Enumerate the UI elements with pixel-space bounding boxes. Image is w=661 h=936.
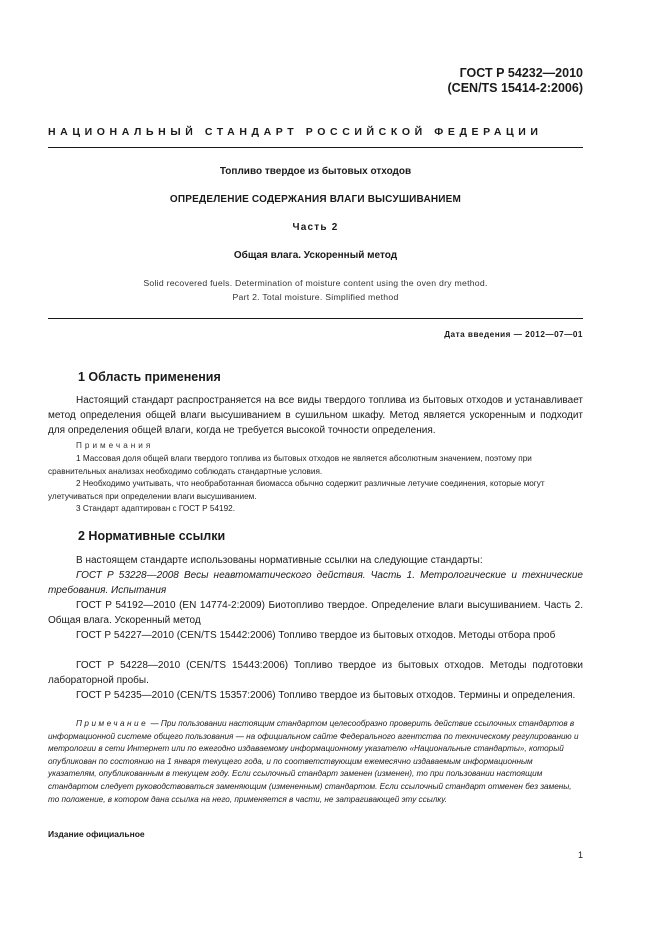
page-number: 1 [577,850,583,860]
section2-intro: В настоящем стандарте использованы нормативные ссылки на следующие стандарты: [76,555,483,566]
section1-note3: 3 Стандарт адаптирован с ГОСТ Р 54192. [76,504,235,513]
title-part: Часть 2 [292,222,339,233]
title-english-1: Solid recovered fuels. Determination of moisture content using the oven dry method. [143,278,488,288]
title-line2: ОПРЕДЕЛЕНИЕ СОДЕРЖАНИЯ ВЛАГИ ВЫСУШИВАНИЕМ [169,194,462,205]
section2-note: Примечание — При пользовании настоящим стандартом целесообразно проверить действие ссылочных стандартов в информационной системе общего пользования — на официальном сайте Федерального агентства по техническому регулированию и метрологии в сети Интернет или по ежегодно издаваемому информационному указателю «Национальные стандарты», который опубликован по состоянию на 1 января текущего года, и по соответствующим ежемесячно издаваемым информационным указателям, опубликованным в текущем году. Если ссылочный стандарт заменен (изменен), то при пользовании настоящим стандартом следует руководствоваться заменяющим (измененным) стандартом. Если ссылочный стандарт отменен без замены, то положение, в котором дана ссылка на него, применяется в части, не затрагивающей эту ссылку. [48,719,579,804]
title-rule [48,318,583,319]
title-line1: Топливо твердое из бытовых отходов [219,166,412,177]
standard-alt-number: (CEN/TS 15414-2:2006) [447,81,583,95]
standard-designation [448,66,583,96]
section1-note1: 1 Массовая доля общей влаги твердого топлива из бытовых отходов не является абсолютным значением, поэтому при сравнительных анализах необходимо соблюдать стандартные условия. [48,454,532,476]
reference-gost-54235: ГОСТ Р 54235—2010 (CEN/TS 15357:2006) Топливо твердое из бытовых отходов. Термины и определения. [76,690,576,701]
header-rule [48,147,583,148]
national-standard-banner: НАЦИОНАЛЬНЫЙ СТАНДАРТ РОССИЙСКОЙ ФЕДЕРАЦИИ [48,126,543,138]
title-english-2: Part 2. Total moisture. Simplified method [232,292,399,302]
reference-gost-54227: ГОСТ Р 54227—2010 (CEN/TS 15442:2006) Топливо твердое из бытовых отходов. Методы отбора проб [76,630,556,641]
reference-gost-53228: ГОСТ Р 53228—2008 Весы неавтоматического действия. Часть 1. Метрологические и технические требования. Испытания [48,570,583,597]
title-subtitle: Общая влага. Ускоренный метод [233,250,398,261]
reference-gost-54228: ГОСТ Р 54228—2010 (CEN/TS 15443:2006) Топливо твердое из бытовых отходов. Методы подготовки лабораторной пробы. [48,660,583,687]
section2-heading: 2 Нормативные ссылки [78,529,226,543]
section1-note2: 2 Необходимо учитывать, что необработанная биомасса обычно содержит различные летучие соединения, которые могут улетучиваться при определении влаги высушиванием. [48,479,545,501]
reference-gost-54192: ГОСТ Р 54192—2010 (EN 14774-2:2009) Биотопливо твердое. Определение влаги высушиванием. Часть 2. Общая влага. Ускоренный метод [48,600,583,627]
standard-number: ГОСТ Р 54232—2010 [459,66,583,80]
section1-notes-heading: Примечания [76,441,154,450]
introduction-date: Дата введения — 2012—07—01 [444,330,583,339]
section1-heading: 1 Область применения [78,370,221,384]
section1-paragraph: Настоящий стандарт распространяется на все виды твердого топлива из бытовых отходов и устанавливает метод определения общей влаги высушиванием в сушильном шкафу. Метод является ускоренным и подходит для определения общей влаги, когда не требуется высокой точности определения. [48,395,583,437]
official-edition-label: Издание официальное [48,829,145,839]
